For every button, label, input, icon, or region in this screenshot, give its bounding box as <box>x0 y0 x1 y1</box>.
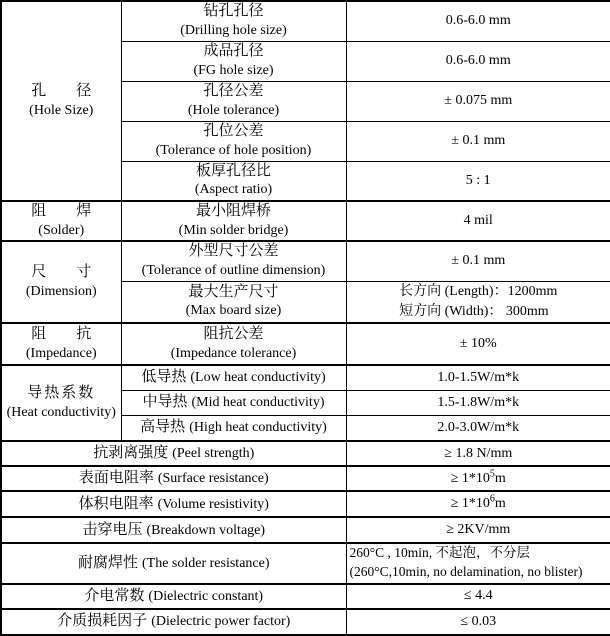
item-cell-max-board-size <box>121 281 346 323</box>
item-label-zh: 外型尺寸公差 <box>188 243 279 260</box>
item-cell-hole-position-tolerance <box>121 121 346 161</box>
value-cell-surface-resistance <box>346 466 610 491</box>
value-text: ± 0.1 mm <box>451 253 506 269</box>
value-cell-drilling-hole-size <box>346 1 610 41</box>
value-text: ± 0.075 mm <box>444 92 513 108</box>
item-label-zh: 最小阻焊桥 <box>195 203 271 220</box>
category-label-en: (Hole Size) <box>29 102 94 118</box>
category-cell-hole-size <box>1 1 121 201</box>
item-label-zh: 成品孔径 <box>203 43 264 60</box>
value-cell-breakdown-voltage <box>346 517 610 543</box>
value-text: ≤ 0.03 <box>460 613 497 629</box>
value-text: 4 mil <box>463 212 493 228</box>
item-label-en: (Impedance tolerance) <box>170 345 297 361</box>
value-cell-mid-heat <box>346 390 610 415</box>
category-cell-impedance <box>1 323 121 365</box>
table-row <box>1 201 610 241</box>
category-label-en: (Solder) <box>38 222 85 238</box>
value-cell-fg-hole-size <box>346 41 610 81</box>
value-cell-hole-tolerance <box>346 81 610 121</box>
value-block <box>399 282 557 323</box>
value-cell-min-solder-bridge <box>346 201 610 241</box>
value-cell-outline-tolerance <box>346 241 610 281</box>
property-cell-peel-strength <box>1 441 346 466</box>
item-label-zh: 中导热 <box>142 394 188 411</box>
item-label-en: (Drilling hole size) <box>180 22 287 38</box>
value-base: ≥ 1*10 <box>450 470 490 486</box>
property-label-en: (Breakdown voltage) <box>146 522 266 538</box>
category-label-zh: 阻 抗 <box>31 326 92 343</box>
value-length: 长方向 (Length)：1200mm <box>399 283 558 299</box>
item-label-en: (Tolerance of outline dimension) <box>141 262 326 278</box>
value-exponent: 6 <box>489 493 495 505</box>
category-label-en: (Impedance) <box>25 345 97 361</box>
property-label-zh: 介电常数 <box>84 587 145 604</box>
value-cell-high-heat <box>346 415 610 441</box>
value-text: ≤ 4.4 <box>463 588 493 604</box>
category-label-zh: 导热系数 <box>27 385 96 402</box>
property-label-en: (Dielectric constant) <box>148 588 264 604</box>
value-unit: m <box>494 496 506 511</box>
table-row <box>1 491 610 517</box>
table-row <box>1 323 610 365</box>
table-row <box>1 1 610 41</box>
property-cell-solder-resistance <box>1 543 346 584</box>
item-label-en: (Mid heat conductivity) <box>191 395 325 411</box>
property-label-en: (Volume resistivity) <box>157 496 269 512</box>
property-cell-breakdown-voltage <box>1 517 346 543</box>
item-label-en: (Hole tolerance) <box>187 102 280 118</box>
value-cell-dielectric-constant <box>346 584 610 609</box>
value-exponent: 5 <box>489 467 495 479</box>
item-cell-aspect-ratio <box>121 161 346 201</box>
value-condition-zh: 260°C , 10min, 不起泡，不分层 <box>349 545 531 561</box>
item-label-zh: 孔径公差 <box>203 83 264 100</box>
item-label-zh: 板厚孔径比 <box>195 162 271 179</box>
item-cell-fg-hole-size <box>121 41 346 81</box>
category-cell-solder <box>1 201 121 241</box>
value-text: 5 : 1 <box>465 172 491 188</box>
value-text: ± 0.1 mm <box>451 132 506 148</box>
property-label-en: (The solder resistance) <box>142 556 270 572</box>
value-cell-volume-resistivity <box>346 491 610 517</box>
item-cell-low-heat <box>121 365 346 390</box>
item-cell-impedance-tolerance <box>121 323 346 365</box>
category-cell-dimension <box>1 241 121 323</box>
property-label-en: (Peel strength) <box>172 446 255 462</box>
table-row <box>1 441 610 466</box>
category-label-zh: 孔 径 <box>31 83 92 100</box>
property-label-zh: 介质损耗因子 <box>57 613 148 630</box>
category-label-zh: 尺 寸 <box>31 264 92 281</box>
property-label-zh: 耐腐焊性 <box>77 555 138 572</box>
category-label-zh: 阻 焊 <box>31 203 92 220</box>
item-label-zh: 低导热 <box>141 369 187 386</box>
table-row <box>1 584 610 609</box>
value-text: 1.0-1.5W/m*k <box>437 369 520 385</box>
property-label-en: (Surface resistance) <box>157 471 269 487</box>
item-label-en: (Tolerance of hole position) <box>155 142 312 158</box>
item-label-en: (Max board size) <box>185 303 282 319</box>
property-label-en: (Dielectric power factor) <box>151 614 291 630</box>
value-cell-aspect-ratio <box>346 161 610 201</box>
value-text: 1.5-1.8W/m*k <box>437 394 520 410</box>
item-cell-hole-tolerance <box>121 81 346 121</box>
item-cell-mid-heat <box>121 390 346 415</box>
category-label-en: (Heat conductivity) <box>6 404 116 420</box>
item-label-en: (FG hole size) <box>193 62 274 78</box>
table-row <box>1 543 610 584</box>
value-unit: m <box>494 470 506 486</box>
item-cell-high-heat <box>121 415 346 441</box>
item-label-zh: 钻孔孔径 <box>203 3 264 20</box>
item-label-zh: 最大生产尺寸 <box>188 283 279 300</box>
value-text: 2.0-3.0W/m*k <box>437 419 520 435</box>
value-cell-peel-strength <box>346 441 610 466</box>
category-label-en: (Dimension) <box>25 283 97 299</box>
item-label-zh: 孔位公差 <box>203 123 264 140</box>
item-label-en: (Min solder bridge) <box>178 222 289 238</box>
item-cell-min-solder-bridge <box>121 201 346 241</box>
property-label-zh: 抗剥离强度 <box>93 445 169 462</box>
property-cell-dielectric-constant <box>1 584 346 609</box>
item-cell-drilling-hole-size <box>121 1 346 41</box>
table-row <box>1 517 610 543</box>
value-block <box>350 544 583 582</box>
property-label-zh: 击穿电压 <box>82 521 143 538</box>
value-cell-max-board-size <box>346 281 610 323</box>
value-text: ≥ 1.8 N/mm <box>444 445 513 461</box>
value-text: ≥ 2KV/mm <box>446 522 511 537</box>
item-label-en: (Low heat conductivity) <box>190 370 326 386</box>
property-label-zh: 体积电阻率 <box>78 495 154 512</box>
table-row <box>1 241 610 281</box>
item-label-en: (High heat conductivity) <box>189 420 327 436</box>
table-row <box>1 466 610 491</box>
property-label-zh: 表面电阻率 <box>78 470 154 487</box>
category-cell-heat-conductivity <box>1 365 121 441</box>
item-label-zh: 阻抗公差 <box>203 326 264 343</box>
value-base: ≥ 1*10 <box>450 496 490 511</box>
value-text: 0.6-6.0 mm <box>445 13 511 29</box>
table-row <box>1 365 610 390</box>
value-text: 0.6-6.0 mm <box>445 52 511 68</box>
value-condition-en: (260°C,10min, no delamination, no blister) <box>349 563 583 579</box>
value-cell-impedance-tolerance <box>346 323 610 365</box>
item-cell-outline-tolerance <box>121 241 346 281</box>
item-label-zh: 高导热 <box>140 419 186 436</box>
property-cell-surface-resistance <box>1 466 346 491</box>
value-text: ± 10% <box>459 336 497 351</box>
item-label-en: (Aspect ratio) <box>194 182 273 198</box>
value-cell-low-heat <box>346 365 610 390</box>
value-cell-hole-position-tolerance <box>346 121 610 161</box>
value-width: 短方向 (Width)： 300mm <box>399 303 549 319</box>
property-cell-volume-resistivity <box>1 491 346 517</box>
value-cell-solder-resistance <box>346 543 610 584</box>
